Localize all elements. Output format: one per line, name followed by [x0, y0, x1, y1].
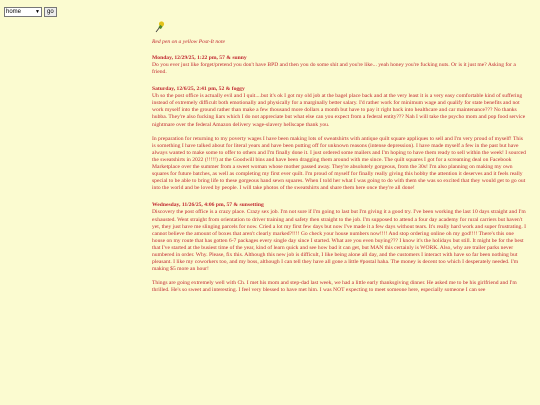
chevron-down-icon: ▼ [35, 9, 40, 15]
pushpin-icon [155, 21, 165, 33]
image-caption: Red pen on a yellow Post-It note [152, 39, 226, 45]
journal-entry [152, 202, 528, 294]
entry-date: Saturday, 12/6/25, 2:41 pm, 52 & foggy [152, 86, 245, 93]
entry-paragraph: Do you ever just like forget/pretend you don't have BPD and then you do some shit and you're like... yeah honey you're fucking nuts. Or is it just me? Asking for a friend. [152, 62, 516, 76]
journal-entry [152, 55, 528, 76]
page-select[interactable] [4, 7, 42, 17]
go-button[interactable]: go [44, 7, 57, 17]
journal-entry [152, 86, 528, 192]
page-select-value: home [6, 9, 22, 15]
journal-content [152, 18, 528, 301]
entry-paragraph: Uh so the post office is actually evil and I quit....but it's ok I got my old job at the bagel place back and at the very least it is a very easy comfortable kind of suffering instead of extremely difficult both emotionally and physically for a marginally better salary. I'd rather work for minimum wage and qualify for state benefits and not work myself into the ground rather than make a few thousand more dollars a month but have to pay it right back into healthcare and car maintenance??? No thanks hubba. They're also fucking liars which I do not appreciate but what else can you expect from a federal entity??? Nah I will take the psycho mom and pop food service nightmare over the federal Amazon delivery wage-slavery hellscape thank you. [152, 93, 526, 128]
nav-bar [4, 7, 57, 17]
entry-paragraph: Discovery the post office is a crazy place. Crazy sex job. I'm not sure if I'm going to last but I'm giving it a good try. I've been working the last 10 days straight and I'm exhausted. Went straight from orientation to driver training and safety then straight to the job. I'm supposed to attend a four day academy for rural carriers but haven't yet, they just have me slinging parcels for now. Cried a lot my first few days but now I've made it a few days without tears. It's really hard work and super frustrating. I cannot believe the amount of boxes that aren't clearly marked?!!!! Go check your house numbers now!!!! And stop ordering online oh my god!!!! There's this one house on my route that has gotten 6-7 packages every single day since I started. What are you even buying??? I know it's the holidays but still. It might be for the best that I've started at the busiest time of the year, kind of learn quick and see how bad it can get, but MAN this certainly is WORK. Also, why are trailer parks never numbered in order. Why. Please, fix this. Although this new job is difficult, I like being alone all day, and the customers I interact with have so far been nothing but pleasant. I like my coworkers too, and my boss, although I can tell they have all gone a little #postal haha. The money is decent too which I desperately needed. I'm making $5 more an hour! [152, 209, 527, 273]
entry-paragraph: Things are going extremely well with Ch. I met his mom and step-dad last week, we had a little early thanksgiving dinner. He asked me to be his girlfriend and I'm thrilled. He's so sweet and interesting. I feel very blessed to have met him. I was NOT expecting to meet someone here, especially someone I can see [152, 280, 517, 294]
entry-date: Wednesday, 11/26/25, 4:06 pm, 57 & sunsetting [152, 202, 264, 209]
entry-date: Monday, 12/29/25, 1:22 pm, 57 & sunny [152, 55, 247, 61]
entry-paragraph: In preparation for returning to my poverty wages I have been making lots of sweatshirts with antique quilt square appliques to sell and I'm very proud of myself! This is something I have talked about for literal years and have been putting off for unknown reasons (intense depression). I have made myself a few in the past but have always wanted to make some to offer to others and I'm finally done it. I just ordered some mailers and I'm hoping to have them ready to sell within the week! I sourced the sweatshirts in 2022 (!!!!!) at the Goodwill bins and have been dragging them around with me since. The quilt squares I got for a screaming deal on Facebook Marketplace over the summer from a sweet woman whose mother passed away. They're absolutely gorgeous, from the 30s! I'm also planning on making my own squares for future batches, as well as completing my first ever quilt. I'm proud of myself for finally really giving this hobby the attention it deserves and it feels really special to be able to bring life to these gorgeous hand sewn squares. When I told her what I was going to do with them she was so excited that they would get to go out into the world and be loved by people. I will take photos of the sweatshirts and share them here once they're all done! [152, 135, 526, 192]
